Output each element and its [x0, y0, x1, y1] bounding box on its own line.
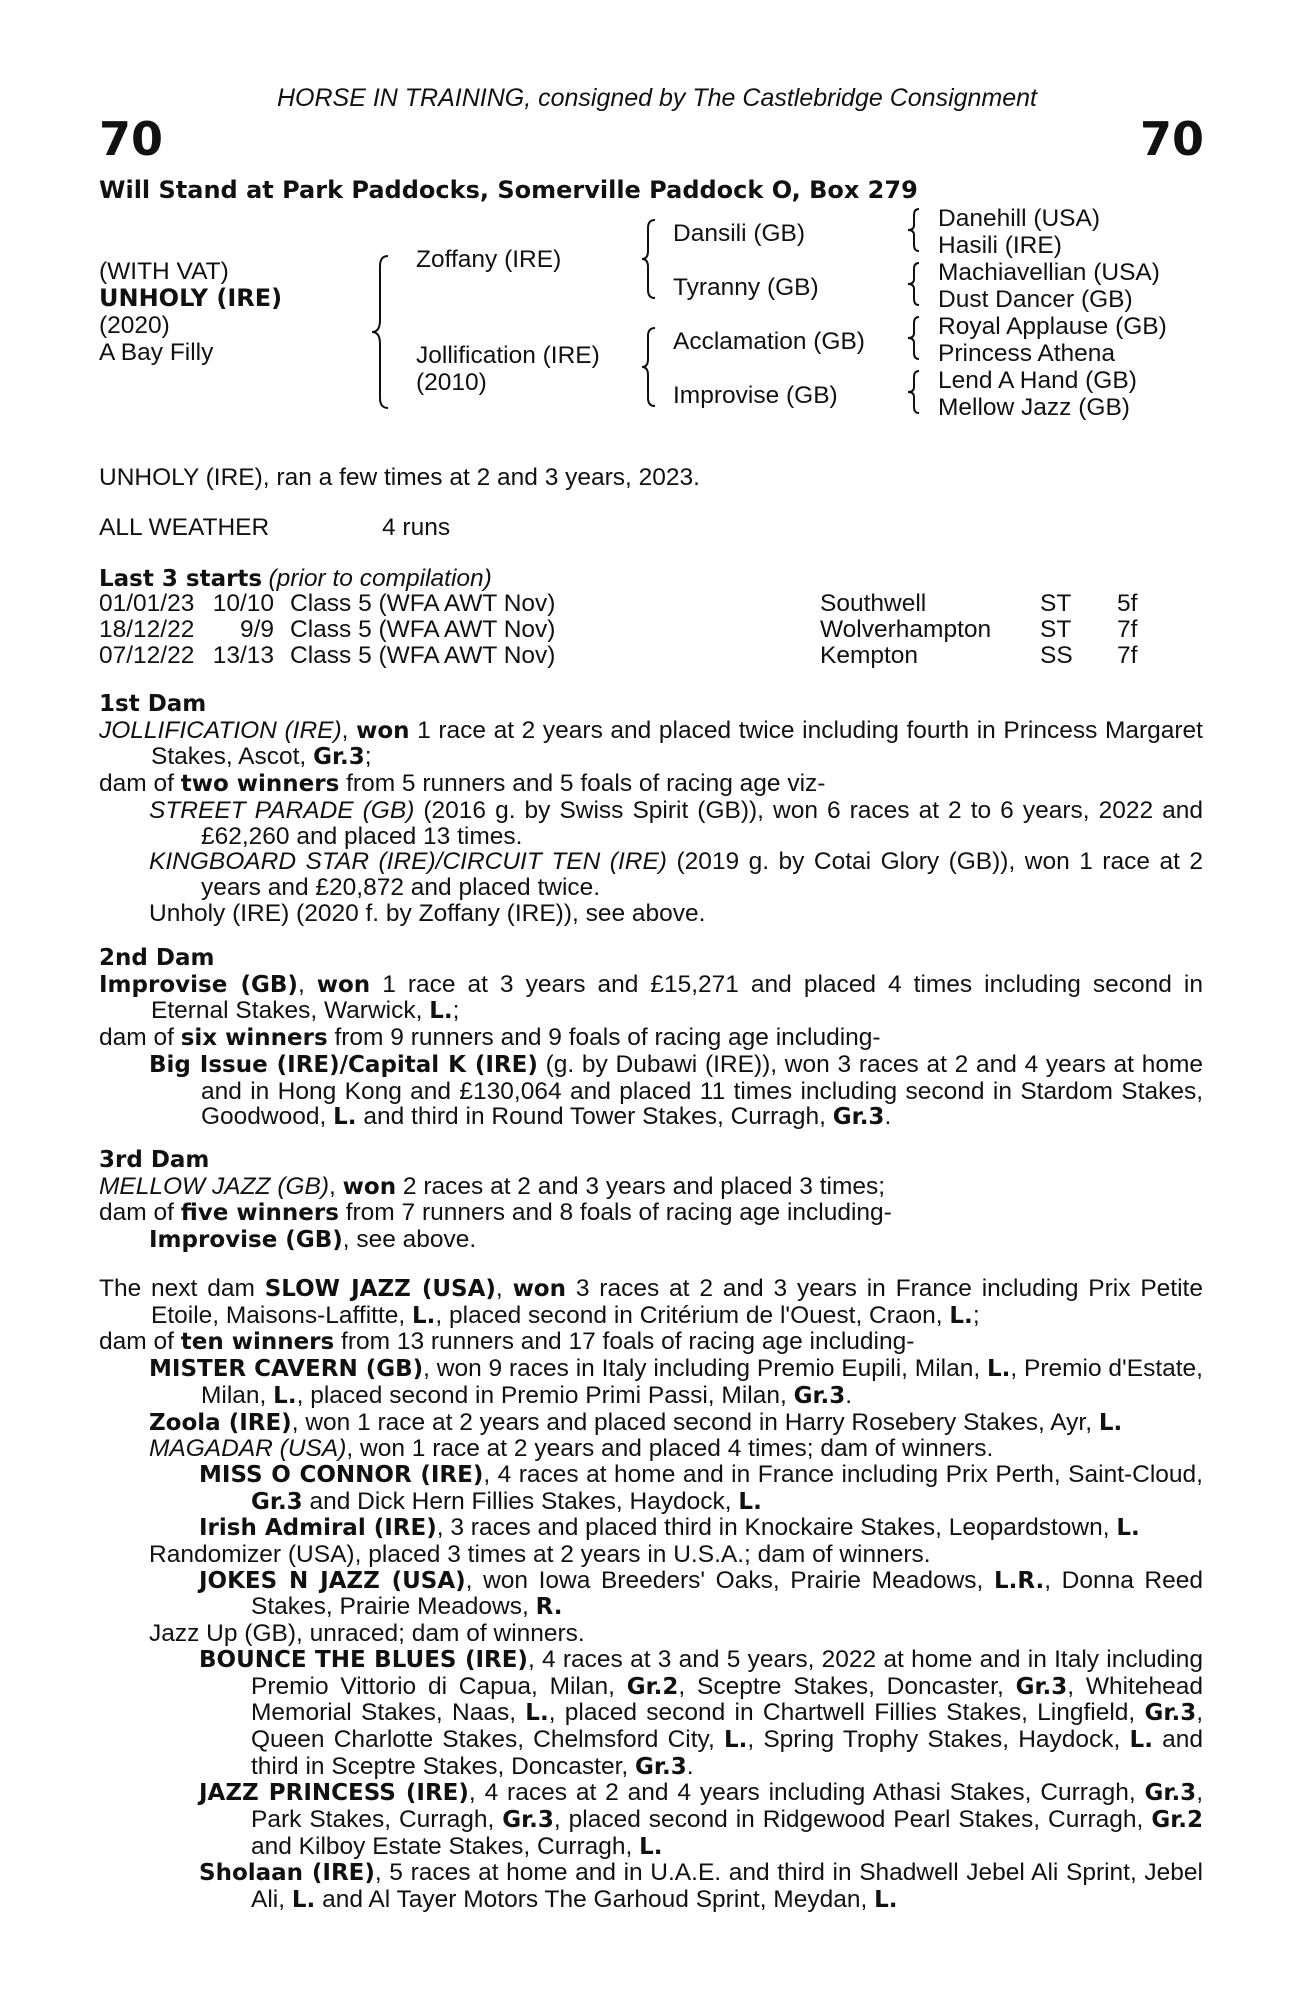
start-distance: 7f [1117, 642, 1138, 669]
produce-record: , Premio d'Estate, Milan, [201, 1355, 1203, 1409]
produce-text: from 5 runners and 5 foals of racing age viz- [346, 770, 826, 798]
won-label: won [342, 1173, 397, 1200]
vat-label: (WITH VAT) [99, 258, 229, 285]
listed-label: L. [949, 1302, 973, 1329]
produce-record: and Kilboy Estate Stakes, Curragh, [251, 1832, 633, 1860]
grade-label: Gr.2 [626, 1673, 679, 1700]
grade-label: Gr.3 [1144, 1700, 1197, 1727]
produce-record: , 4 races at 3 and 5 years, 2022 at home and in Italy including Premio Vittorio di Capua, Milan, [251, 1645, 1203, 1700]
last-starts-title: Last 3 starts [99, 566, 263, 592]
grade-label: Gr.2 [1151, 1807, 1204, 1834]
won-label: won [512, 1276, 566, 1302]
listed-label: L. [723, 1726, 748, 1753]
third-dam-record: MELLOW JAZZ (GB), won 2 races at 2 and 3 years and placed 3 times; [99, 1172, 886, 1200]
produce-record: , Sceptre Stakes, Doncaster, [678, 1672, 1004, 1700]
produce-record: (g. by Dubawi (IRE)), won 3 races at 2 and 4 years at home and in Hong Kong and £130,064 and placed 11 times including second in Stardom Stakes, Goodwood, [201, 1050, 1203, 1131]
start-distance: 5f [1117, 590, 1138, 617]
start-surface: ST [1040, 616, 1072, 643]
first-dam-section [99, 692, 1203, 926]
pedigree-dam-year: (2010) [416, 369, 487, 396]
grade-label: Gr.3 [832, 1104, 885, 1131]
winners-count: five winners [180, 1200, 339, 1227]
pedigree-dam: Jollification (IRE) [416, 342, 600, 369]
produce-entry [99, 1052, 1203, 1131]
restricted-label: R. [535, 1594, 563, 1621]
start-date: 18/12/22 [99, 616, 195, 643]
listed-label: L. [1116, 1515, 1140, 1542]
grade-label: Gr.3 [502, 1807, 554, 1834]
grade-label: Gr.3 [1015, 1673, 1068, 1700]
last-starts-heading [99, 565, 492, 593]
produce-name: MISTER CAVERN (GB) [149, 1356, 424, 1383]
pedigree-g5: Royal Applause (GB) [938, 313, 1167, 340]
start-race: Class 5 (WFA AWT Nov) [290, 590, 556, 617]
listed-label: L. [738, 1488, 762, 1515]
grade-label: Gr.3 [251, 1488, 303, 1515]
produce-entry [99, 1356, 1203, 1409]
first-dam-record: JOLLIFICATION (IRE), won 1 race at 2 years and placed twice including fourth in Princess Margaret Stakes, Ascot, Gr.3; [99, 716, 1203, 771]
start-position: 9/9 [239, 616, 274, 643]
produce-record: , 4 races at 2 and 4 years including Athasi Stakes, Curragh, [468, 1779, 1136, 1807]
produce-record: , Spring Trophy Stakes, Haydock, [747, 1725, 1121, 1753]
race-summary: UNHOLY (IRE), ran a few times at 2 and 3 years, 2023. [99, 464, 700, 491]
horse-description: A Bay Filly [99, 339, 214, 366]
pedigree-sire-sire: Dansili (GB) [673, 220, 806, 247]
start-course: Kempton [820, 642, 919, 669]
start-race: Class 5 (WFA AWT Nov) [290, 642, 556, 669]
produce-entry [99, 1780, 1203, 1860]
produce-name: JOKES N JAZZ (USA) [199, 1567, 466, 1594]
produce-name: Sholaan (IRE) [199, 1860, 375, 1887]
pedigree-brace-sire [640, 218, 658, 300]
punct: . [686, 1752, 694, 1780]
produce-name: BOUNCE THE BLUES (IRE) [199, 1646, 528, 1673]
second-dam-heading: 2nd Dam [99, 945, 215, 971]
produce-name: MAGADAR (USA) [149, 1435, 347, 1463]
produce-record: , won 1 race at 2 years and placed second in Harry Rosebery Stakes, Ayr, [291, 1408, 1093, 1436]
record-text: 3 races at 2 and 3 years in France including Prix Petite Etoile, Maisons-Laffitte, [151, 1275, 1203, 1329]
start-position: 10/10 [212, 590, 274, 617]
start-distance: 7f [1117, 616, 1138, 643]
produce-entry [99, 1410, 1203, 1437]
pedigree-dam-sire: Acclamation (GB) [673, 328, 865, 355]
listed-label: L. [874, 1887, 898, 1914]
grade-label: Gr.3 [635, 1753, 687, 1780]
produce-record: , won Iowa Breeders' Oaks, Prairie Meadows, [465, 1566, 984, 1594]
produce-entry [99, 1621, 1203, 1647]
winners-count: two winners [180, 771, 340, 798]
pedigree-brace-g4 [906, 369, 922, 415]
produce-record: , won 9 races in Italy including Premio Eupili, Milan, [423, 1355, 981, 1383]
punct: ; [972, 1301, 980, 1329]
lot-number-right: 70 [1139, 112, 1204, 166]
listed-label: L. [1098, 1409, 1123, 1436]
record-text: , placed second in Critérium de l'Ouest, Craon, [435, 1301, 943, 1329]
produce-entry [99, 1227, 1203, 1254]
produce-text: from 7 runners and 8 foals of racing age including- [345, 1199, 892, 1227]
record-text: 1 race at 2 years and placed twice including fourth in Princess Margaret Stakes, Ascot, [151, 716, 1203, 771]
produce-text: from 9 runners and 9 foals of racing age including- [334, 1024, 881, 1052]
last-starts-note: (prior to compilation) [268, 565, 492, 592]
produce-record: , 3 races and placed third in Knockaire Stakes, Leopardstown, [436, 1514, 1110, 1542]
grade-label: Gr.3 [313, 744, 365, 771]
punct: ; [452, 997, 460, 1025]
listed-label: L. [525, 1700, 549, 1727]
won-label: won [356, 717, 410, 744]
produce-name: KINGBOARD STAR (IRE)/CIRCUIT TEN (IRE) [149, 848, 667, 876]
listed-label: L. [412, 1302, 436, 1329]
start-race: Class 5 (WFA AWT Nov) [290, 616, 556, 643]
punct: . [845, 1381, 853, 1409]
consignor-header: HORSE IN TRAINING, consigned by The Castlebridge Consignment [276, 84, 1038, 112]
first-dam-produce [99, 771, 1203, 798]
produce-name: Zoola (IRE) [149, 1409, 292, 1436]
second-dam-record: Improvise (GB), won 1 race at 3 years and £15,271 and placed 4 times including second in Eternal Stakes, Warwick, L.; [99, 970, 1203, 1025]
produce-entry [99, 849, 1203, 900]
produce-record: , 5 races at home and in U.A.E. and third in Shadwell Jebel Ali Sprint, Jebel Ali, [251, 1859, 1203, 1914]
stand-location: Will Stand at Park Paddocks, Somerville Paddock O, Box 279 [99, 176, 918, 204]
start-course: Southwell [820, 590, 927, 617]
horse-year: (2020) [99, 312, 170, 339]
listed-label: L. [333, 1104, 357, 1131]
pedigree-sire: Zoffany (IRE) [416, 246, 562, 273]
produce-record: (2016 g. by Swiss Spirit (GB)), won 6 races at 2 to 6 years, 2022 and £62,260 and placed 13 times. [201, 796, 1203, 850]
produce-entry [99, 1436, 1203, 1462]
pedigree-brace-dam [640, 326, 658, 408]
produce-record: , placed second in Chartwell Fillies Stakes, Lingfield, [548, 1699, 1136, 1727]
produce-name: Improvise (GB) [149, 1227, 343, 1254]
listed-label: L. [273, 1382, 297, 1409]
lot-number-left: 70 [99, 112, 164, 166]
produce-entry [99, 798, 1203, 849]
listed-label: L. [639, 1833, 663, 1860]
listed-label: L.R. [993, 1567, 1045, 1594]
winners-count: six winners [180, 1025, 328, 1052]
produce-record: Unholy (IRE) (2020 f. by Zoffany (IRE)), see above. [149, 899, 706, 927]
produce-record: , won 1 race at 2 years and placed 4 times; dam of winners. [346, 1435, 994, 1463]
punct: ; [364, 743, 372, 771]
produce-record: and Dick Hern Fillies Stakes, Haydock, [309, 1487, 732, 1515]
listed-label: L. [1129, 1726, 1153, 1753]
produce-record: (2019 g. by Cotai Glory (GB)), won 1 race at 2 years and £20,872 and placed twice. [201, 848, 1203, 901]
produce-name: STREET PARADE (GB) [149, 796, 415, 824]
pedigree-brace-g1 [906, 207, 922, 253]
start-date: 07/12/22 [99, 642, 195, 669]
produce-text: from 13 runners and 17 foals of racing age including- [341, 1328, 915, 1356]
record-text: 1 race at 3 years and £15,271 and placed 4 times including second in Eternal Stakes, Warwick, [151, 970, 1203, 1025]
record-text: The next dam [99, 1275, 255, 1302]
pedigree-brace-main [370, 254, 392, 410]
next-dam-record: The next dam SLOW JAZZ (USA), won 3 races at 2 and 3 years in France including Prix Petite Etoile, Maisons-Laffitte, L., placed second in Critérium de l'Ouest, Craon, L.; [99, 1275, 1203, 1329]
listed-label: L. [429, 998, 453, 1025]
record-text: 2 races at 2 and 3 years and placed 3 times; [402, 1172, 886, 1200]
produce-name: Big Issue (IRE)/Capital K (IRE) [149, 1051, 538, 1078]
pedigree-g6: Princess Athena [938, 340, 1116, 367]
produce-name: Irish Admiral (IRE) [199, 1515, 437, 1542]
all-weather-label: ALL WEATHER [99, 514, 270, 541]
start-position: 13/13 [212, 642, 274, 669]
listed-label: L. [986, 1356, 1011, 1383]
produce-record: and third in Round Tower Stakes, Curragh, [363, 1103, 826, 1131]
produce-text: dam of [99, 1328, 174, 1356]
won-label: won [316, 971, 371, 998]
produce-record: and Al Tayer Motors The Garhoud Sprint, Meydan, [322, 1886, 868, 1914]
produce-record: , Park Stakes, Curragh, [251, 1779, 1203, 1834]
second-dam-section [99, 946, 1203, 1131]
first-dam-name: JOLLIFICATION (IRE) [99, 716, 342, 744]
produce-record: , see above. [342, 1226, 477, 1254]
third-dam-heading: 3rd Dam [99, 1147, 210, 1173]
horse-name: UNHOLY (IRE) [99, 284, 283, 312]
third-dam-produce [99, 1200, 1203, 1227]
pedigree-sire-dam: Tyranny (GB) [673, 274, 819, 301]
produce-entry [99, 1542, 1203, 1568]
next-dam-produce [99, 1329, 1203, 1356]
start-surface: SS [1040, 642, 1073, 669]
listed-label: L. [291, 1887, 316, 1914]
winners-count: ten winners [180, 1329, 335, 1356]
produce-record: and third in Sceptre Stakes, Doncaster, [251, 1725, 1204, 1780]
grade-label: Gr.3 [1144, 1780, 1197, 1807]
pedigree-brace-g2 [906, 261, 922, 307]
pedigree-brace-g3 [906, 315, 922, 361]
pedigree-g7: Lend A Hand (GB) [938, 367, 1137, 394]
pedigree-dam-dam: Improvise (GB) [673, 382, 838, 409]
produce-record: Jazz Up (GB), unraced; dam of winners. [149, 1620, 585, 1648]
third-dam-section [99, 1148, 1203, 1254]
grade-label: Gr.3 [793, 1382, 846, 1409]
produce-record: Randomizer (USA), placed 3 times at 2 years in U.S.A.; dam of winners. [149, 1541, 931, 1569]
produce-entry [99, 1462, 1203, 1515]
produce-text: dam of [99, 770, 174, 798]
all-weather-runs: 4 runs [382, 514, 451, 541]
produce-text: dam of [99, 1199, 174, 1227]
produce-text: dam of [99, 1024, 174, 1052]
produce-entry [99, 1647, 1203, 1781]
produce-entry [99, 1515, 1203, 1542]
start-course: Wolverhampton [820, 616, 992, 643]
second-dam-name: Improvise (GB) [99, 971, 298, 998]
produce-record: , Donna Reed Stakes, Prairie Meadows, [251, 1566, 1203, 1621]
produce-entry [99, 1860, 1203, 1913]
start-surface: ST [1040, 590, 1072, 617]
pedigree-g2: Hasili (IRE) [938, 232, 1062, 259]
produce-record: , 4 races at home and in France including Prix Perth, Saint-Cloud, [483, 1460, 1203, 1488]
next-dam-name: SLOW JAZZ (USA) [264, 1276, 496, 1302]
first-dam-heading: 1st Dam [99, 691, 207, 717]
third-dam-name: MELLOW JAZZ (GB) [99, 1172, 330, 1200]
pedigree-g8: Mellow Jazz (GB) [938, 394, 1130, 421]
next-dam-section [99, 1276, 1203, 1914]
second-dam-produce [99, 1025, 1203, 1052]
punct: . [884, 1103, 892, 1131]
start-date: 01/01/23 [99, 590, 195, 617]
pedigree-g1: Danehill (USA) [938, 205, 1101, 232]
produce-entry [99, 1568, 1203, 1621]
produce-entry [99, 901, 1203, 927]
produce-name: MISS O CONNOR (IRE) [199, 1461, 484, 1488]
produce-record: , placed second in Ridgewood Pearl Stakes, Curragh, [553, 1806, 1144, 1834]
produce-name: JAZZ PRINCESS (IRE) [199, 1780, 469, 1807]
produce-record: , Queen Charlotte Stakes, Chelmsford City, [251, 1699, 1204, 1753]
produce-record: , Whitehead Memorial Stakes, Naas, [251, 1672, 1203, 1727]
produce-record: , placed second in Premio Primi Passi, Milan, [296, 1381, 787, 1409]
pedigree-g3: Machiavellian (USA) [938, 259, 1160, 286]
pedigree-g4: Dust Dancer (GB) [938, 286, 1133, 313]
